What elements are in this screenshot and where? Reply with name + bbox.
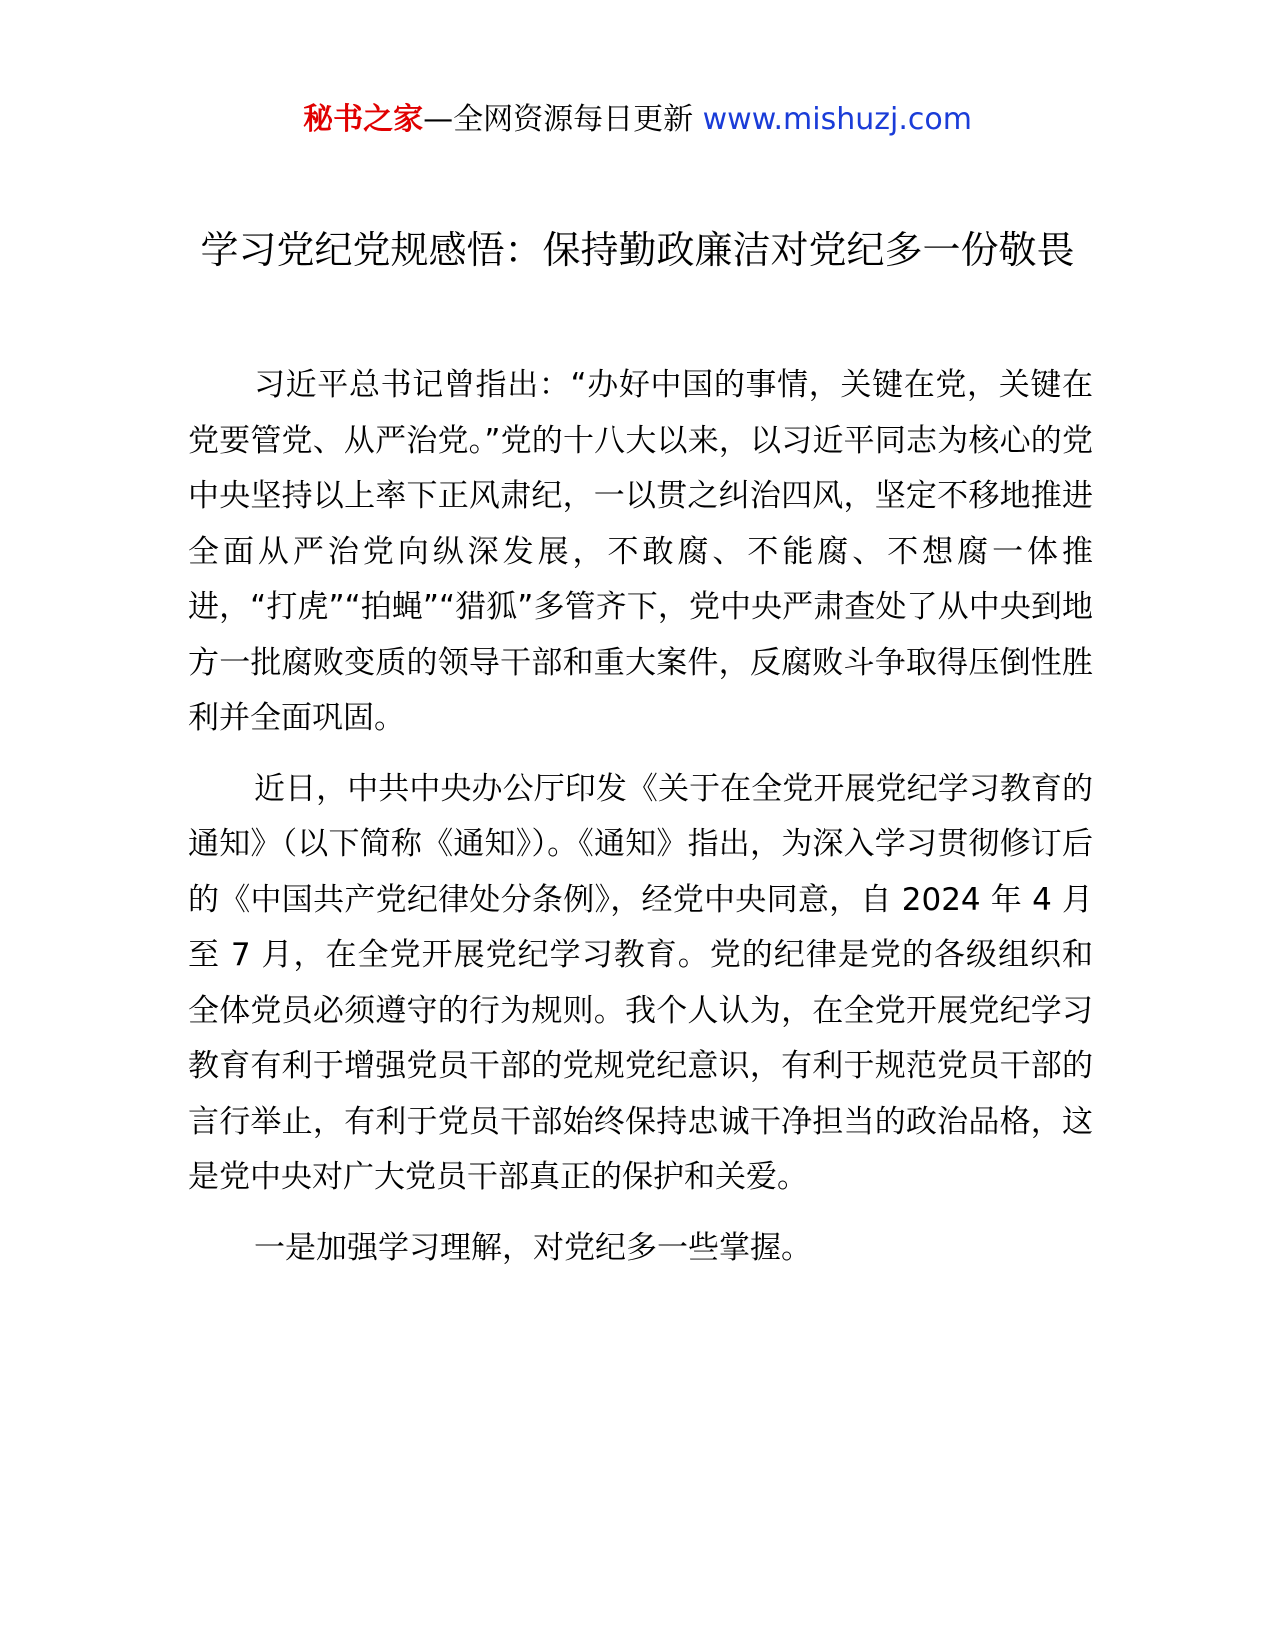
paragraph: 一是加强学习理解，对党纪多一些掌握。 <box>254 1229 812 1266</box>
site-header <box>0 100 1275 140</box>
site-brand: 秘书之家 <box>303 102 424 137</box>
paragraph: 近日，中共中央办公厅印发《关于在全党开展党纪学习教育的通知》（以下简称《通知》）。《通知》指出，为深入学习贯彻修订后的《中国共产党纪律处分条例》，经党中央同意，自 2024 年 4 月至 7 月，在全党开展党纪学习教育。党的纪律是党的各级组织和全体党员必须遵守的行为规则。我个人认为，在全党开展党纪学习教育有利于增强党员干部的党规党纪意识，有利于规范党员干部的言行举止，有利于党员干部始终保持忠诚干净担当的政治品格，这是党中央对广大党员干部真正的保护和关爱。 <box>188 770 1093 1195</box>
document-title: 学习党纪党规感悟：保持勤政廉洁对党纪多一份敬畏 <box>200 228 1075 272</box>
document-body <box>188 358 1093 1291</box>
site-slogan: —全网资源每日更新 <box>423 102 703 137</box>
site-url-link[interactable]: www.mishuzj.com <box>702 102 972 137</box>
paragraph: 习近平总书记曾指出：“办好中国的事情，关键在党，关键在党要管党、从严治党。”党的十八大以来，以习近平同志为核心的党中央坚持以上率下正风肃纪，一以贯之纠治四风，坚定不移地推进全面从严治党向纵深发展，不敢腐、不能腐、不想腐一体推进，“打虎”“拍蝇”“猎狐”多管齐下，党中央严肃查处了从中央到地方一批腐败变质的领导干部和重大案件，反腐败斗争取得压倒性胜利并全面巩固。 <box>188 367 1093 736</box>
